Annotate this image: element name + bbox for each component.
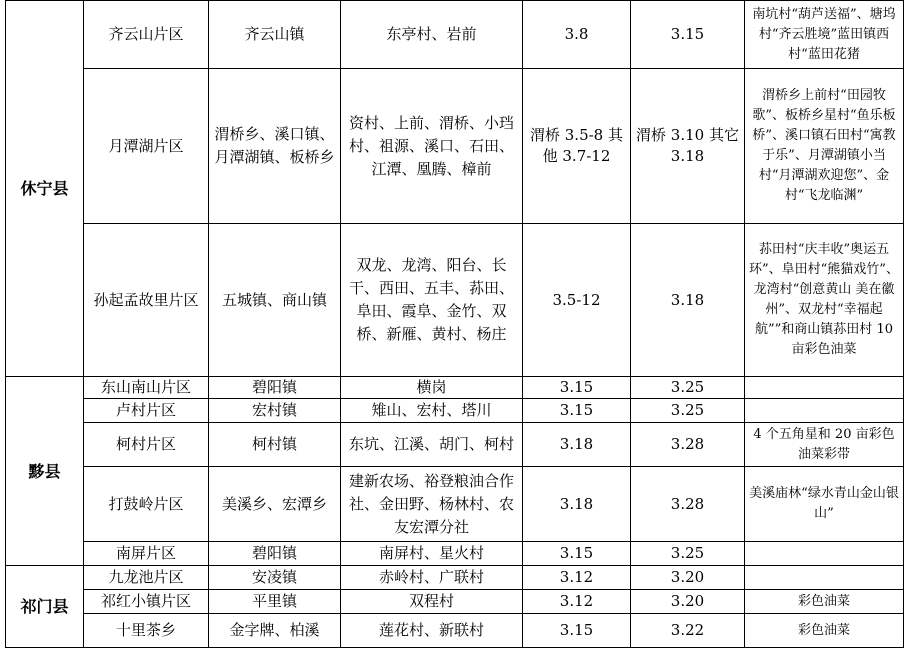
town-cell: 五城镇、商山镇 xyxy=(209,224,341,377)
start-date-cell: 3.18 xyxy=(523,467,631,542)
start-date-cell: 渭桥 3.5-8 其他 3.7-12 xyxy=(523,69,631,224)
town-cell: 宏村镇 xyxy=(209,399,341,423)
table-row xyxy=(6,377,904,399)
town-cell: 碧阳镇 xyxy=(209,542,341,566)
note-cell: 4 个五角星和 20 亩彩色油菜彩带 xyxy=(745,423,904,467)
start-date-cell: 3.15 xyxy=(523,377,631,399)
villages-cell: 双龙、龙湾、阳台、长干、西田、五丰、荪田、阜田、霞阜、金竹、双桥、新雁、黄村、杨庄 xyxy=(341,224,523,377)
villages-cell: 建新农场、裕登粮油合作社、金田野、杨林村、农友宏潭分社 xyxy=(341,467,523,542)
villages-cell: 横岗 xyxy=(341,377,523,399)
villages-cell: 赤岭村、广联村 xyxy=(341,566,523,590)
note-cell: 荪田村“庆丰收”奥运五环”、阜田村“熊猫戏竹”、龙湾村“创意黄山 美在徽州”、双龙村“幸福起航””和商山镇荪田村 10 亩彩色油菜 xyxy=(745,224,904,377)
town-cell: 美溪乡、宏潭乡 xyxy=(209,467,341,542)
area-cell: 十里茶乡 xyxy=(84,614,209,648)
start-date-cell: 3.18 xyxy=(523,423,631,467)
start-date-cell: 3.15 xyxy=(523,614,631,648)
town-cell: 安凌镇 xyxy=(209,566,341,590)
note-cell xyxy=(745,377,904,399)
table-row xyxy=(6,590,904,614)
villages-cell: 资村、上前、渭桥、小珰村、祖源、溪口、石田、江潭、凰腾、樟前 xyxy=(341,69,523,224)
villages-cell: 东亭村、岩前 xyxy=(341,1,523,69)
note-cell: 彩色油菜 xyxy=(745,590,904,614)
note-cell: 美溪庙林“绿水青山金山银山” xyxy=(745,467,904,542)
peak-date-cell: 3.18 xyxy=(631,224,745,377)
peak-date-cell: 3.28 xyxy=(631,423,745,467)
peak-date-cell: 3.25 xyxy=(631,377,745,399)
peak-date-cell: 3.28 xyxy=(631,467,745,542)
note-cell: 南坑村“葫芦送福”、塘坞村“齐云胜境”蓝田镇西村“蓝田花猪 xyxy=(745,1,904,69)
area-cell: 柯村片区 xyxy=(84,423,209,467)
area-cell: 南屏片区 xyxy=(84,542,209,566)
area-cell: 东山南山片区 xyxy=(84,377,209,399)
area-cell: 祁红小镇片区 xyxy=(84,590,209,614)
town-cell: 柯村镇 xyxy=(209,423,341,467)
villages-cell: 双程村 xyxy=(341,590,523,614)
table-row xyxy=(6,614,904,648)
table-row xyxy=(6,1,904,69)
town-cell: 平里镇 xyxy=(209,590,341,614)
peak-date-cell: 3.25 xyxy=(631,399,745,423)
villages-cell: 南屏村、星火村 xyxy=(341,542,523,566)
table-row xyxy=(6,467,904,542)
start-date-cell: 3.15 xyxy=(523,399,631,423)
villages-cell: 莲花村、新联村 xyxy=(341,614,523,648)
note-cell xyxy=(745,542,904,566)
area-cell: 卢村片区 xyxy=(84,399,209,423)
start-date-cell: 3.15 xyxy=(523,542,631,566)
area-cell: 月潭湖片区 xyxy=(84,69,209,224)
county-cell: 黟县 xyxy=(6,377,84,566)
area-cell: 九龙池片区 xyxy=(84,566,209,590)
table-row xyxy=(6,423,904,467)
villages-cell: 东坑、江溪、胡门、柯村 xyxy=(341,423,523,467)
county-cell: 祁门县 xyxy=(6,566,84,648)
area-cell: 齐云山片区 xyxy=(84,1,209,69)
area-cell: 孙起孟故里片区 xyxy=(84,224,209,377)
start-date-cell: 3.12 xyxy=(523,566,631,590)
flower-schedule-table xyxy=(5,0,904,648)
town-cell: 渭桥乡、溪口镇、月潭湖镇、板桥乡 xyxy=(209,69,341,224)
note-cell xyxy=(745,566,904,590)
note-cell: 彩色油菜 xyxy=(745,614,904,648)
town-cell: 齐云山镇 xyxy=(209,1,341,69)
start-date-cell: 3.5-12 xyxy=(523,224,631,377)
peak-date-cell: 3.22 xyxy=(631,614,745,648)
peak-date-cell: 3.25 xyxy=(631,542,745,566)
villages-cell: 雉山、宏村、塔川 xyxy=(341,399,523,423)
note-cell xyxy=(745,399,904,423)
area-cell: 打鼓岭片区 xyxy=(84,467,209,542)
town-cell: 金字牌、柏溪 xyxy=(209,614,341,648)
town-cell: 碧阳镇 xyxy=(209,377,341,399)
peak-date-cell: 渭桥 3.10 其它 3.18 xyxy=(631,69,745,224)
peak-date-cell: 3.20 xyxy=(631,590,745,614)
start-date-cell: 3.8 xyxy=(523,1,631,69)
peak-date-cell: 3.15 xyxy=(631,1,745,69)
table-row xyxy=(6,399,904,423)
county-cell: 休宁县 xyxy=(6,1,84,377)
table-row xyxy=(6,542,904,566)
peak-date-cell: 3.20 xyxy=(631,566,745,590)
note-cell: 渭桥乡上前村“田园牧歌”、板桥乡星村“鱼乐板桥”、溪口镇石田村“寓教于乐”、月潭湖镇小当村“月潭湖欢迎您”、金村“飞龙临渊” xyxy=(745,69,904,224)
start-date-cell: 3.12 xyxy=(523,590,631,614)
table-row xyxy=(6,69,904,224)
table-row xyxy=(6,224,904,377)
table-row xyxy=(6,566,904,590)
